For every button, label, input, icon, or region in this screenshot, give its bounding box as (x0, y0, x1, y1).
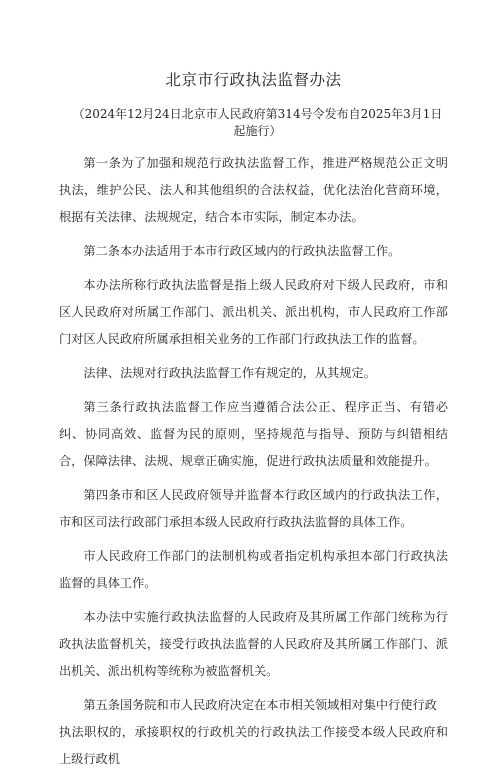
paragraph-article-3: 第三条行政执法监督工作应当遵循合法公正、程序正当、有错必纠、协同高效、监督为民的原则，坚持规范与指导、预防与纠错相结合，保障法律、法规、规章正确实施，促进行政执法质量和效能提升。 (59, 400, 448, 468)
paragraph-article-1: 第一条为了加强和规范行政执法监督工作，推进严格规范公正文明执法，维护公民、法人和其他组织的合法权益，优化法治化营商环境，根据有关法律、法规规定，结合本市实际，制定本办法。 (59, 156, 448, 224)
paragraph-article-4-terms: 本办法中实施行政执法监督的人民政府及其所属工作部门统称为行政执法监督机关，接受行政执法监督的人民政府及其所属工作部门、派出机关、派出机构等统称为被监督机关。 (59, 610, 448, 678)
document-subtitle: （2024年12月24日北京市人民政府第314号令发布自2025年3月1日起施行） (72, 107, 443, 138)
paragraph-article-5-continued: 执法职权的，承接职权的行政机关的行政执法工作接受本级人民政府和上级行政机 (59, 725, 448, 766)
paragraph-article-2: 第二条本办法适用于本市行政区域内的行政执法监督工作。 (83, 244, 401, 258)
paragraph-article-4: 第四条市和区人民政府领导并监督本行政区域内的行政执法工作，市和区司法行政部门承担本级人民政府行政执法监督的具体工作。 (59, 488, 448, 529)
paragraph-article-2-definition: 本办法所称行政执法监督是指上级人民政府对下级人民政府，市和区人民政府对所属工作部门、派出机关、派出机构，市人民政府工作部门对区人民政府所属承担相关业务的工作部门行政执法工作的监督。 (59, 278, 448, 346)
paragraph-article-5: 第五条国务院和市人民政府决定在本市相关领域相对集中行使行政 (83, 698, 437, 712)
paragraph-article-4-departments: 市人民政府工作部门的法制机构或者指定机构承担本部门行政执法监督的具体工作。 (59, 549, 448, 590)
document-title: 北京市行政执法监督办法 (165, 71, 342, 89)
paragraph-article-2-exception: 法律、法规对行政执法监督工作有规定的，从其规定。 (83, 366, 376, 380)
